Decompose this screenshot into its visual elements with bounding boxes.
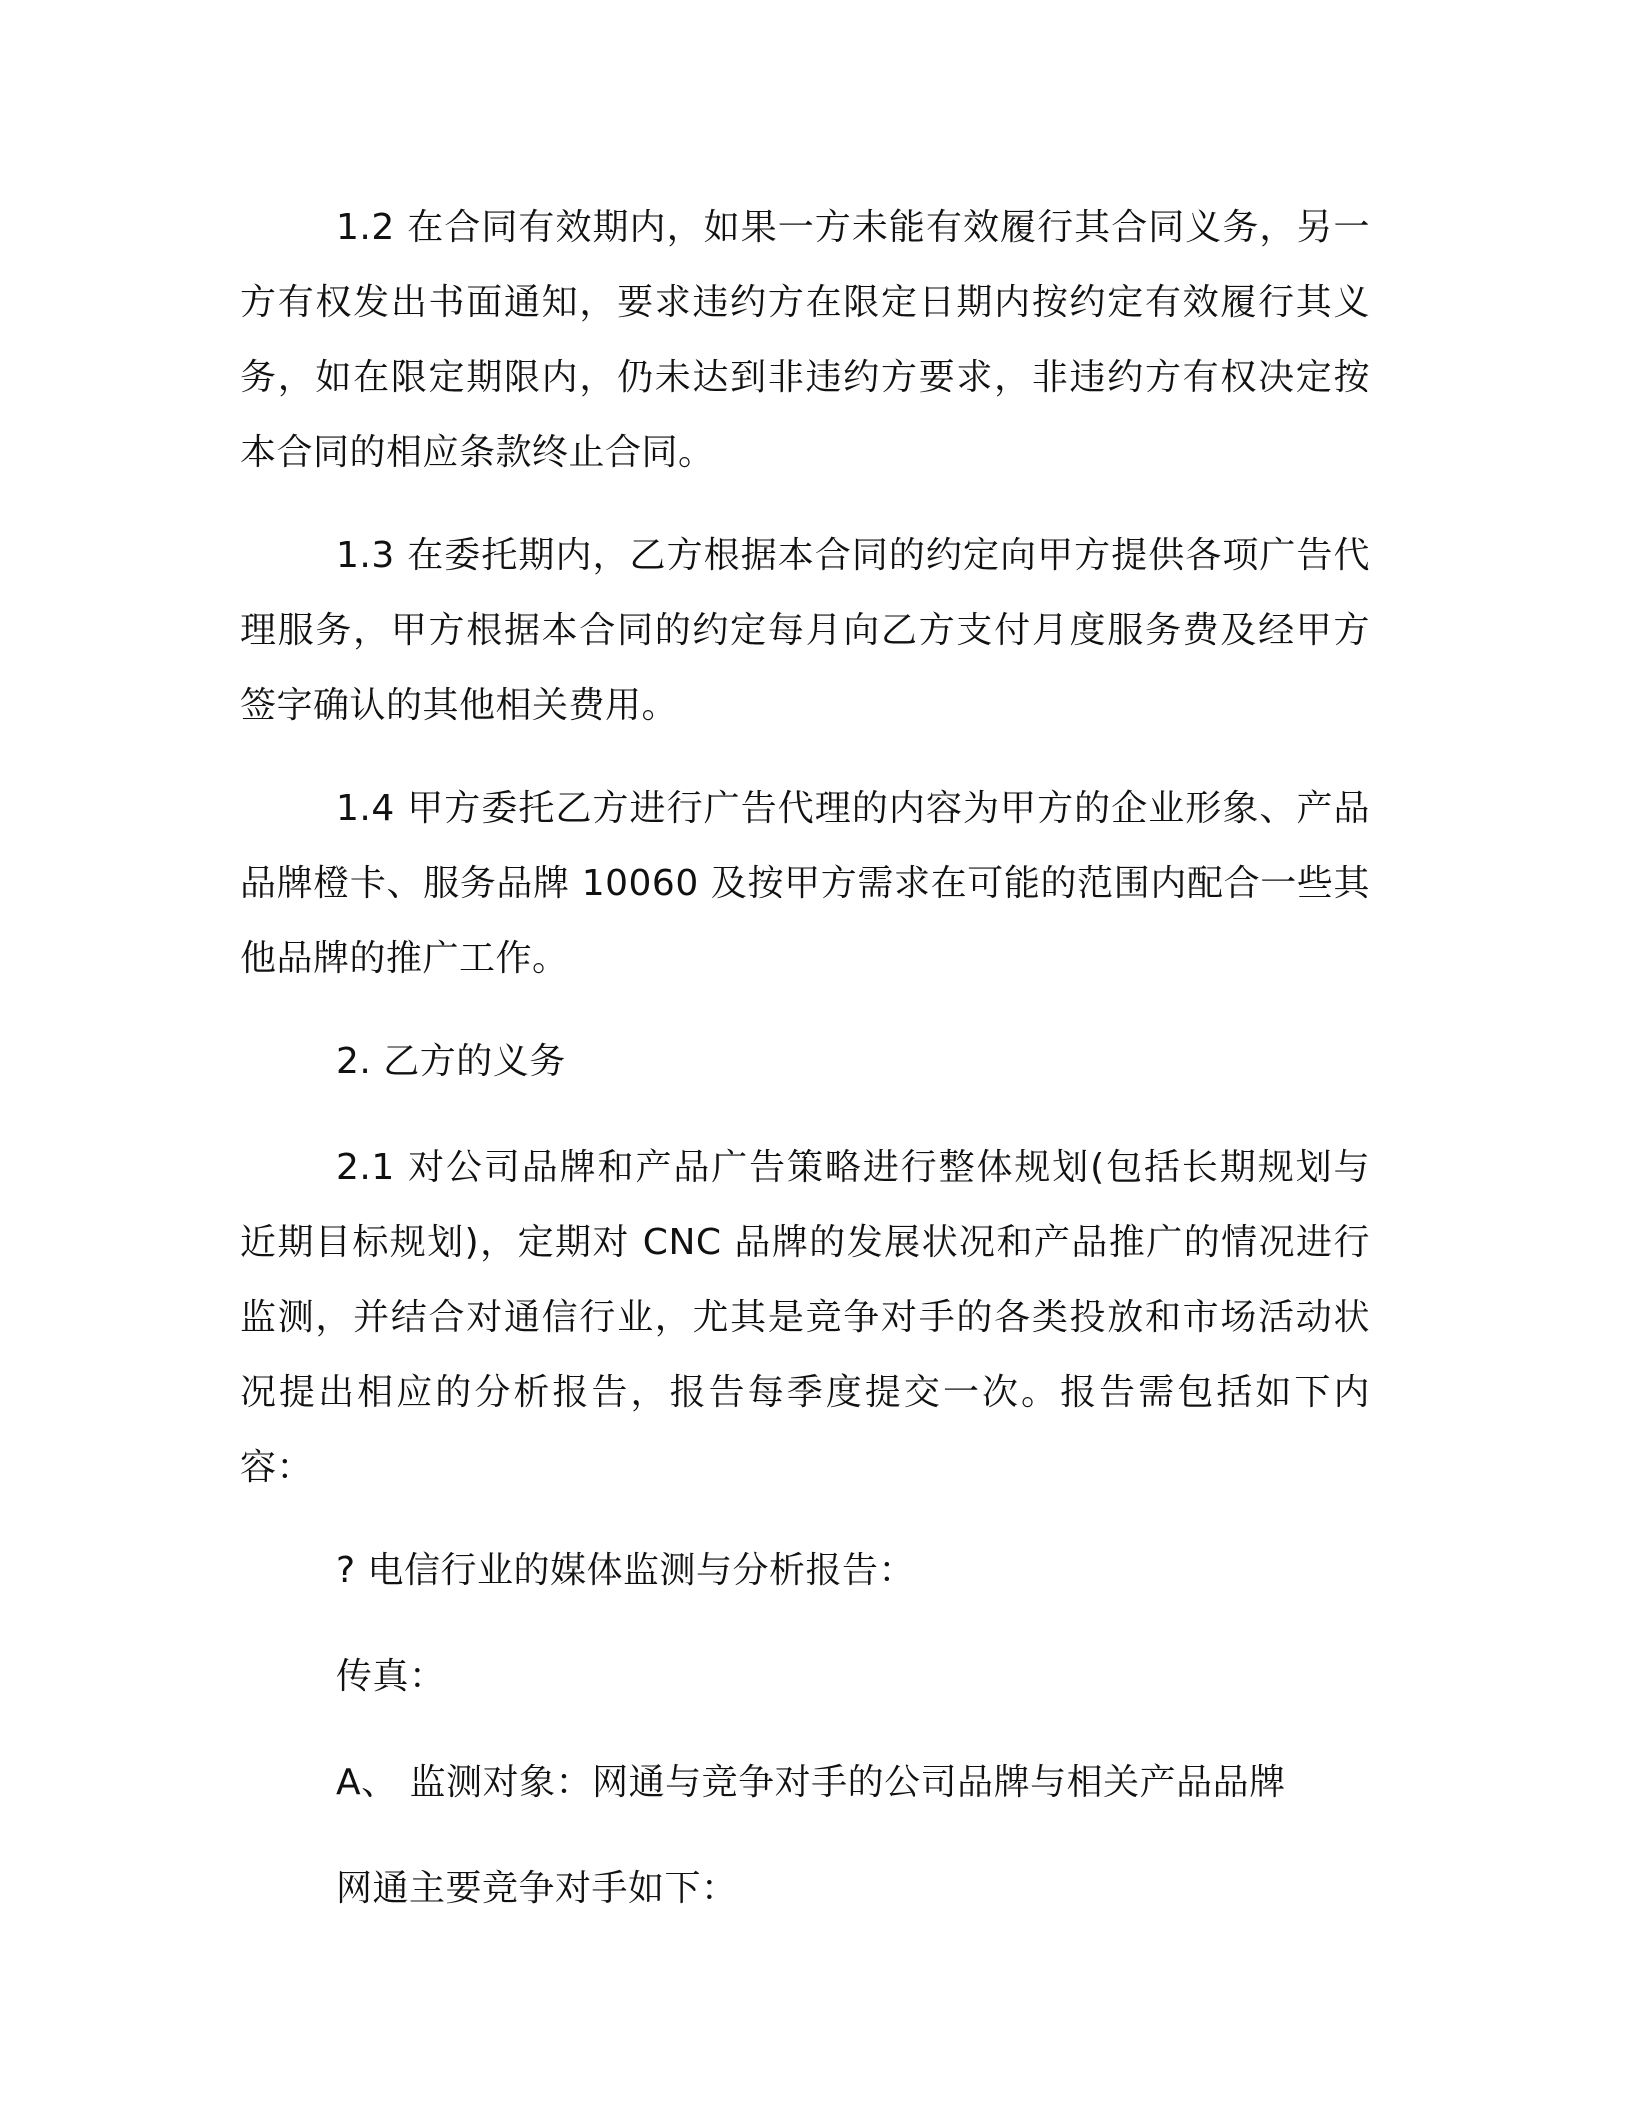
- bullet-media-report: ? 电信行业的媒体监测与分析报告：: [336, 1550, 916, 1591]
- clause-1-2: 1.2 在合同有效期内，如果一方未能有效履行其合同义务，另一方有权发出书面通知，要求违约方在限定日期内按约定有效履行其义务，如在限定期限内，仍未达到非违约方要求，非违约方有权决定按本合同的相应条款终止合同。: [240, 207, 1370, 473]
- clause-1-3: 1.3 在委托期内，乙方根据本合同的约定向甲方提供各项广告代理服务，甲方根据本合同的约定每月向乙方支付月度服务费及经甲方签字确认的其他相关费用。: [240, 535, 1370, 726]
- item-a-monitoring-target: A、 监测对象：网通与竞争对手的公司品牌与相关产品品牌: [336, 1762, 1286, 1803]
- competitors-intro: 网通主要竞争对手如下：: [336, 1868, 738, 1909]
- clause-2-1: 2.1 对公司品牌和产品广告策略进行整体规划(包括长期规划与近期目标规划)，定期对 CNC 品牌的发展状况和产品推广的情况进行监测，并结合对通信行业，尤其是竞争对手的各类投放和市场活动状况提出相应的分析报告，报告每季度提交一次。报告需包括如下内容：: [240, 1147, 1370, 1488]
- document-body: [240, 190, 1370, 1957]
- section-heading-2: 2. 乙方的义务: [336, 1041, 566, 1082]
- fax-label: 传真：: [336, 1656, 446, 1697]
- clause-1-4: 1.4 甲方委托乙方进行广告代理的内容为甲方的企业形象、产品品牌橙卡、服务品牌 10060 及按甲方需求在可能的范围内配合一些其他品牌的推广工作。: [240, 788, 1370, 979]
